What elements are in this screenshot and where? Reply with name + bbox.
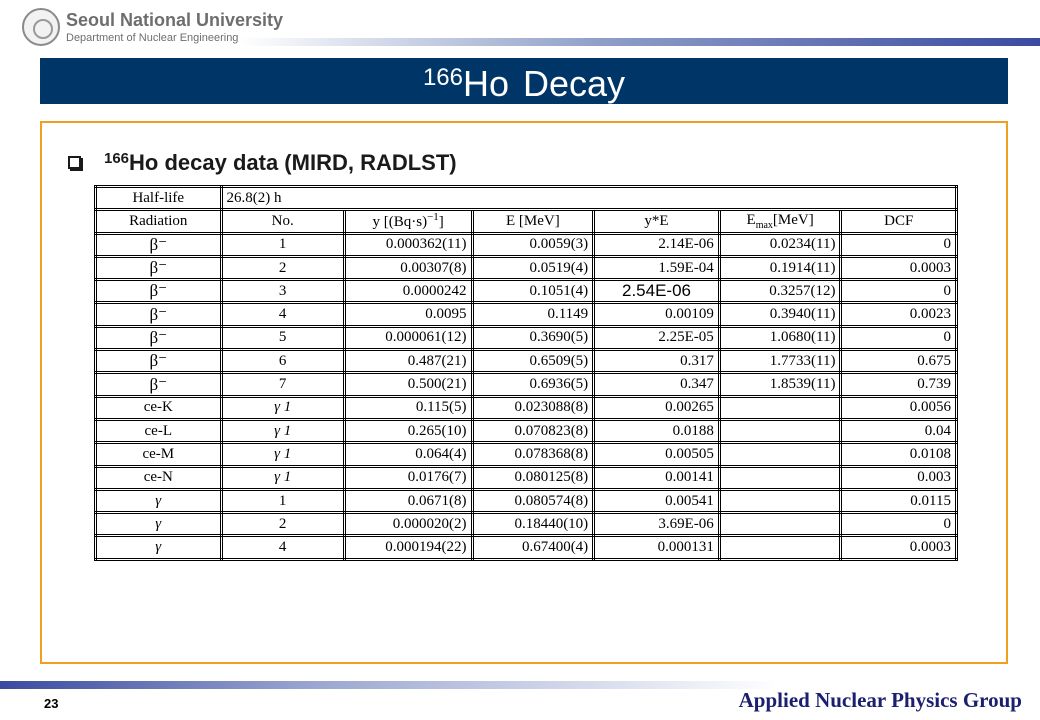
cell-rad: γ [96,536,222,559]
cell-emax: 1.0680(11) [719,326,841,349]
cell-rad: β⁻ [96,350,222,373]
cell-y: 0.000194(22) [344,536,472,559]
cell-y: 0.487(21) [344,350,472,373]
cell-ye: 0.00505 [594,443,720,466]
cell-e: 0.1051(4) [472,280,594,303]
cell-no: γ 1 [221,396,344,419]
title-element: Ho [462,63,510,104]
header-energy: E [MeV] [472,210,594,233]
table-row [96,303,957,326]
cell-rad: β⁻ [96,326,222,349]
title-word: Decay [523,63,626,104]
cell-dcf: 0.0108 [841,443,957,466]
table-row [96,233,957,256]
cell-rad: β⁻ [96,373,222,396]
cell-ye: 0.00141 [594,466,720,489]
cell-y: 0.0671(8) [344,489,472,512]
bullet-text [104,148,457,178]
cell-y: 0.000362(11) [344,233,472,256]
cell-y: 0.000020(2) [344,513,472,536]
cell-ye: 0.317 [594,350,720,373]
cell-y: 0.0095 [344,303,472,326]
table-row [96,396,957,419]
cell-ye: 1.59E-04 [594,256,720,279]
cell-no: 1 [221,489,344,512]
cell-dcf: 0.0003 [841,256,957,279]
cell-e: 0.023088(8) [472,396,594,419]
cell-ye: 2.54E-06 [594,280,720,303]
cell-emax [719,443,841,466]
cell-rad: γ [96,513,222,536]
cell-ye: 2.25E-05 [594,326,720,349]
cell-no: 2 [221,256,344,279]
department-name: Department of Nuclear Engineering [66,32,239,44]
cell-emax: 0.1914(11) [719,256,841,279]
cell-dcf: 0.003 [841,466,957,489]
cell-dcf: 0.0115 [841,489,957,512]
cell-y: 0.000061(12) [344,326,472,349]
cell-dcf: 0.0023 [841,303,957,326]
cell-e: 0.1149 [472,303,594,326]
cell-emax [719,466,841,489]
cell-emax [719,513,841,536]
page-number: 23 [44,696,59,711]
table-row [96,326,957,349]
header-emax [719,210,841,233]
cell-e: 0.67400(4) [472,536,594,559]
cell-emax: 0.3940(11) [719,303,841,326]
cell-rad: ce-L [96,419,222,442]
header-yield-energy: y*E [594,210,720,233]
cell-emax [719,489,841,512]
header-no: No. [221,210,344,233]
cell-y: 0.0176(7) [344,466,472,489]
cell-ye: 0.0188 [594,419,720,442]
cell-dcf: 0.739 [841,373,957,396]
header-rule [240,38,1040,46]
cell-e: 0.080574(8) [472,489,594,512]
table-row [96,280,957,303]
cell-e: 0.18440(10) [472,513,594,536]
cell-ye: 0.00109 [594,303,720,326]
table-row [96,513,957,536]
cell-dcf: 0 [841,233,957,256]
cell-emax [719,419,841,442]
cell-emax: 1.8539(11) [719,373,841,396]
cell-ye: 2.14E-06 [594,233,720,256]
cell-no: γ 1 [221,466,344,489]
cell-y: 0.500(21) [344,373,472,396]
cell-no: γ 1 [221,419,344,442]
cell-no: γ 1 [221,443,344,466]
cell-ye: 0.347 [594,373,720,396]
slide-title [40,58,1008,104]
header-row [96,210,957,233]
cell-emax [719,396,841,419]
cell-dcf: 0.675 [841,350,957,373]
cell-emax: 0.0234(11) [719,233,841,256]
cell-dcf: 0.0056 [841,396,957,419]
header-radiation: Radiation [96,210,222,233]
university-logo [22,8,284,50]
university-seal-icon [22,8,60,46]
cell-ye: 3.69E-06 [594,513,720,536]
header-emax-sub: max [755,219,773,231]
cell-emax: 1.7733(11) [719,350,841,373]
cell-e: 0.6936(5) [472,373,594,396]
cell-y: 0.115(5) [344,396,472,419]
table-row [96,256,957,279]
cell-rad: β⁻ [96,303,222,326]
cell-dcf: 0 [841,326,957,349]
table-row [96,443,957,466]
cell-no: 7 [221,373,344,396]
table-row [96,419,957,442]
cell-rad: β⁻ [96,233,222,256]
university-name: Seoul National University [66,10,284,30]
header-emax-rest: [MeV] [772,211,814,228]
cell-no: 1 [221,233,344,256]
cell-no: 4 [221,303,344,326]
cell-emax: 0.3257(12) [719,280,841,303]
cell-dcf: 0.0003 [841,536,957,559]
cell-no: 3 [221,280,344,303]
cell-emax [719,536,841,559]
half-life-label: Half-life [96,187,222,210]
bullet-label: Ho decay data (MIRD, RADLST) [129,150,457,175]
header-yield-exponent: −1 [427,211,439,224]
cell-e: 0.0519(4) [472,256,594,279]
cell-y: 0.064(4) [344,443,472,466]
cell-ye: 0.00265 [594,396,720,419]
group-name: Applied Nuclear Physics Group [738,688,1022,712]
cell-no: 5 [221,326,344,349]
cell-e: 0.6509(5) [472,350,594,373]
half-life-row [96,187,957,210]
cell-ye: 0.000131 [594,536,720,559]
cell-e: 0.078368(8) [472,443,594,466]
bullet-square-icon [68,156,81,169]
cell-dcf: 0.04 [841,419,957,442]
cell-rad: β⁻ [96,256,222,279]
cell-y: 0.0000242 [344,280,472,303]
cell-e: 0.080125(8) [472,466,594,489]
cell-no: 4 [221,536,344,559]
header-yield-close: ] [438,214,444,231]
cell-e: 0.070823(8) [472,419,594,442]
table-row [96,536,957,559]
cell-rad: ce-N [96,466,222,489]
cell-rad: ce-K [96,396,222,419]
cell-y: 0.265(10) [344,419,472,442]
cell-y: 0.00307(8) [344,256,472,279]
title-mass-number: 166 [422,64,463,91]
header-emax-main: E [746,211,756,228]
cell-e: 0.3690(5) [472,326,594,349]
table-row [96,350,957,373]
bullet-mass-number: 166 [104,150,130,167]
table-row [96,466,957,489]
cell-rad: β⁻ [96,280,222,303]
cell-no: 6 [221,350,344,373]
header-yield [344,210,472,233]
cell-e: 0.0059(3) [472,233,594,256]
half-life-value: 26.8(2) h [221,187,956,210]
cell-dcf: 0 [841,513,957,536]
cell-no: 2 [221,513,344,536]
decay-data-table [94,185,958,561]
table-row [96,373,957,396]
header-yield-text: y [(Bq·s) [372,214,428,231]
cell-rad: γ [96,489,222,512]
cell-dcf: 0 [841,280,957,303]
title-bar [40,58,1008,104]
table-row [96,489,957,512]
cell-rad: ce-M [96,443,222,466]
header-dcf: DCF [841,210,957,233]
cell-ye: 0.00541 [594,489,720,512]
